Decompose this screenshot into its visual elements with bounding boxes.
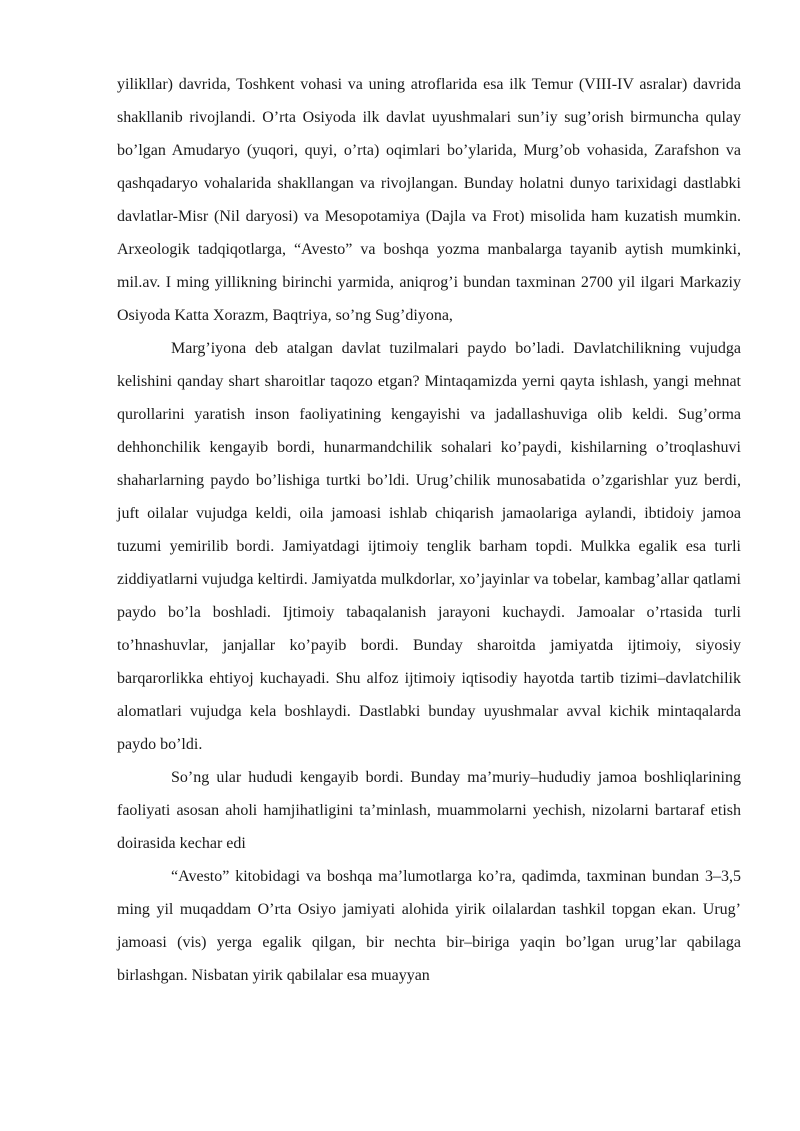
paragraph-3: So’ng ular hududi kengayib bordi. Bunday ma’muriy–hududiy jamoa boshliqlarining faoliyati asosan aholi hamjihatligini ta’minlash, muammolarni yechish, nizolarni bartaraf etish doirasida kechar edi: [117, 769, 741, 852]
paragraph-1: yilikllar) davrida, Toshkent vohasi va uning atroflarida esa ilk Temur (VIII-IV asralar) davrida shakllanib rivojlandi. O’rta Osiyoda ilk davlat uyushmalari sun’iy sug’orish birmuncha qulay bo’lgan Amudaryo (yuqori, quyi, o’rta) oqimlari bo’ylarida, Murg’ob vohasida, Zarafshon va qashqadaryo vohalarida shakllangan va rivojlangan. Bunday holatni dunyo tarixidagi dastlabki davlatlar-Misr (Nil daryosi) va Mesopotamiya (Dajla va Frot) misolida ham kuzatish mumkin. Arxeologik tadqiqotlarga, “Avesto” va boshqa yozma manbalarga tayanib aytish mumkinki, mil.av. I ming yillikning birinchi yarmida, aniqrog’i bundan taxminan 2700 yil ilgari Markaziy Osiyoda Katta Xorazm, Baqtriya, so’ng Sug’diyona,: [117, 76, 741, 324]
paragraph-2: Marg’iyona deb atalgan davlat tuzilmalari paydo bo’ladi. Davlatchilikning vujudga kelishini qanday shart sharoitlar taqozo etgan? Mintaqamizda yerni qayta ishlash, yangi mehnat qurollarini yaratish inson faoliyatining kengayishi va jadallashuviga olib keldi. Sug’orma dehhonchilik kengayib bordi, hunarmandchilik sohalari ko’paydi, kishilarning o’troqlashuvi shaharlarning paydo bo’lishiga turtki bo’ldi. Urug’chilik munosabatida o’zgarishlar yuz berdi, juft oilalar vujudga keldi, oila jamoasi ishlab chiqarish jamaolariga aylandi, ibtidoiy jamoa tuzumi yemirilib bordi. Jamiyatdagi ijtimoiy tenglik barham topdi. Mulkka egalik esa turli ziddiyatlarni vujudga keltirdi. Jamiyatda mulkdorlar, xo’jayinlar va tobelar, kambag’allar qatlami paydo bo’la boshladi. Ijtimoiy tabaqalanish jarayoni kuchaydi. Jamoalar o’rtasida turli to’hnashuvlar, janjallar ko’payib bordi. Bunday sharoitda jamiyatda ijtimoiy, siyosiy barqarorlikka ehtiyoj kuchayadi. Shu alfoz ijtimoiy iqtisodiy hayotda tartib tizimi–davlatchilik alomatlari vujudga kela boshlaydi. Dastlabki bunday uyushmalar avval kichik mintaqalarda paydo bo’ldi.: [117, 340, 741, 753]
paragraph-4: “Avesto” kitobidagi va boshqa ma’lumotlarga ko’ra, qadimda, taxminan bundan 3–3,5 ming yil muqaddam O’rta Osiyo jamiyati alohida yirik oilalardan tashkil topgan ekan. Urug’ jamoasi (vis) yerga egalik qilgan, bir nechta bir–biriga yaqin bo’lgan urug’lar qabilaga birlashgan. Nisbatan yirik qabilalar esa muayyan: [117, 868, 741, 984]
document-body: [117, 68, 741, 992]
